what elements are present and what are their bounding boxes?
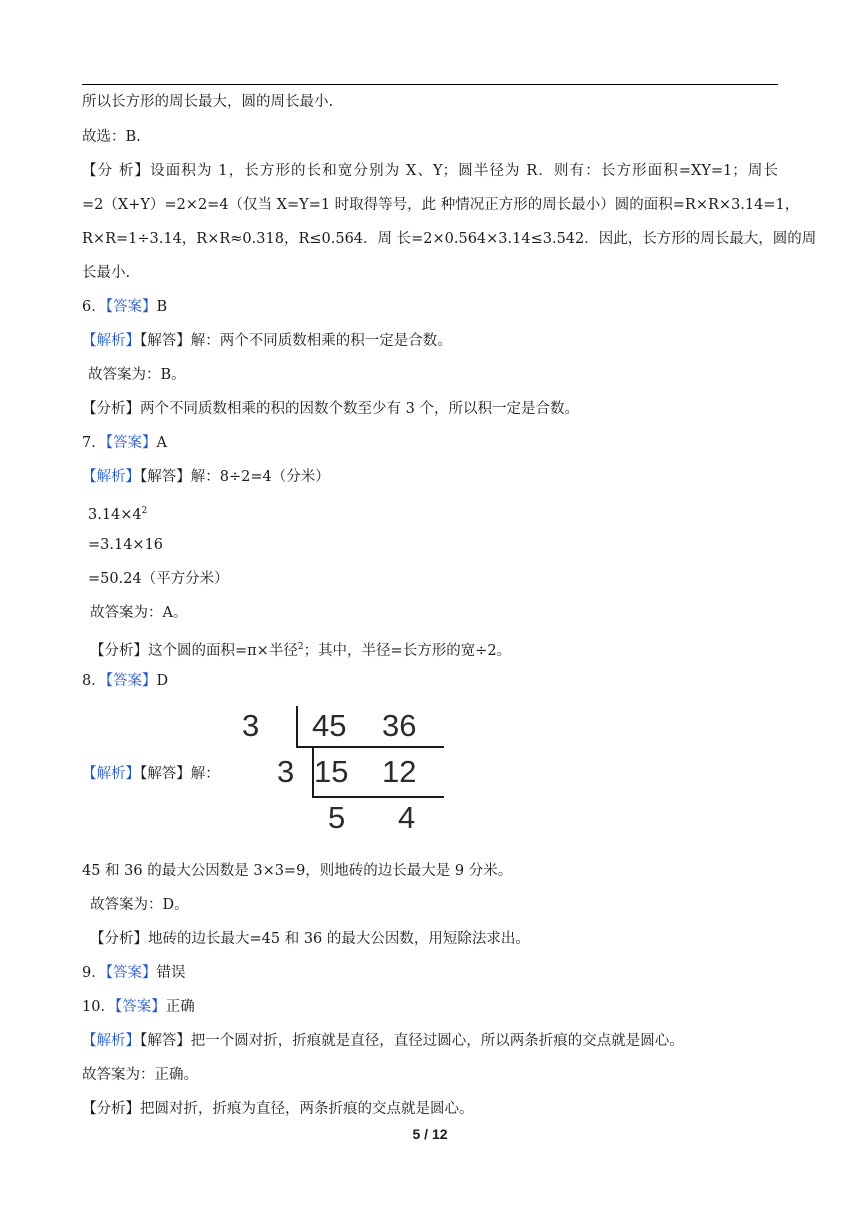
answer-tag: 【答案】 (114, 999, 166, 1015)
q8-answer-line (82, 671, 782, 691)
analysis-tag: 【分 析】 (82, 163, 151, 179)
quotient-b2: 12 (382, 754, 417, 789)
text-line: 所以长方形的周长最大，圆的周长最小. (82, 94, 334, 110)
q7-step2: =3.14×16 (88, 537, 164, 553)
jiexi-tag: 【解析】 (82, 1033, 140, 1049)
q7-step3: =50.24（平方分米） (88, 571, 229, 587)
answer-tag: 【答案】 (105, 299, 157, 315)
q6-conclusion: 故答案为：B。 (88, 367, 186, 383)
q10-answer: 正确 (165, 999, 195, 1015)
text-line: 长最小. (82, 265, 131, 281)
answer-tag: 【答案】 (105, 435, 157, 451)
answer-tag: 【答案】 (105, 965, 157, 981)
q7-answer-line (82, 433, 782, 453)
divisor-2: 3 (277, 754, 295, 789)
q7-analysis-text-end: ；其中，半径=长方形的宽÷2。 (303, 643, 512, 659)
q6-answer-line (82, 297, 782, 317)
q9-answer: 错误 (156, 965, 186, 981)
division-vertical-bar-1 (296, 706, 298, 748)
answer-tag: 【答案】 (105, 673, 157, 689)
text-line: R×R=1÷3.14，R×R≈0.318，R≤0.564．周 长=2×0.564×3.14≤3.542．因此，长方形的周长最大，圆的周 (82, 231, 817, 247)
jiexi-tag: 【解析】 (82, 333, 140, 349)
q10-solution: 【解答】把一个圆对折，折痕就是直径，直径过圆心，所以两条折痕的交点就是圆心。 (140, 1033, 684, 1049)
quotient-a2: 15 (314, 754, 349, 789)
short-division-diagram (230, 700, 460, 840)
header-rule (82, 84, 778, 85)
q8-conclusion: 故答案为：D。 (90, 897, 189, 913)
division-horizontal-bar-1 (296, 746, 444, 748)
q10-conclusion: 故答案为：正确。 (82, 1067, 198, 1083)
page-number: 5 / 12 (412, 1126, 448, 1142)
q9-answer-line (82, 963, 782, 983)
q7-analysis-exponent: 2 (297, 642, 304, 652)
text-line: 故选：B. (82, 129, 141, 145)
q7-solution: 【解答】解：8÷2=4（分米） (140, 469, 330, 485)
dividend-a1: 45 (312, 708, 347, 743)
q7-step1-exponent: 2 (141, 506, 148, 516)
jiexi-tag: 【解析】 (82, 766, 140, 782)
q7-step1 (88, 501, 788, 525)
jiexi-tag: 【解析】 (82, 469, 140, 485)
q8-answer: D (156, 673, 169, 689)
q10-solution-line (82, 1031, 782, 1051)
q7-answer: A (156, 435, 167, 451)
q8-analysis: 【分析】地砖的边长最大=45 和 36 的最大公因数，用短除法求出。 (90, 931, 530, 947)
q10-answer-line (82, 997, 782, 1017)
analysis-line (82, 161, 778, 181)
text-line: =2（X+Y）=2×2=4（仅当 X=Y=1 时取得等号，此 种情况正方形的周长最小）圆的面积=R×R×3.14=1， (82, 197, 800, 213)
q6-answer: B (156, 299, 168, 315)
q10-analysis: 【分析】把圆对折，折痕为直径，两条折痕的交点就是圆心。 (82, 1101, 474, 1117)
q8-solution: 【解答】解： (140, 766, 220, 782)
q8-number: 8． (82, 673, 106, 689)
q7-number: 7． (82, 435, 106, 451)
q6-number: 6． (82, 299, 106, 315)
division-horizontal-bar-2 (312, 796, 444, 798)
q7-conclusion: 故答案为：A。 (90, 605, 188, 621)
divisor-1: 3 (242, 708, 260, 743)
quotient-b3: 4 (398, 800, 416, 835)
q7-analysis (90, 637, 790, 661)
dividend-b1: 36 (382, 708, 417, 743)
q9-number: 9． (82, 965, 106, 981)
q7-step1-text: 3.14×4 (88, 507, 142, 523)
analysis-text: 设面积为 1，长方形的长和宽分别为 X、Y；圆半径为 R．则有：长方形面积=XY=1；周长 (150, 163, 778, 179)
q7-analysis-text: 【分析】这个圆的面积=π×半径 (90, 643, 298, 659)
q7-solution-line (82, 467, 782, 487)
quotient-a3: 5 (328, 800, 346, 835)
q10-number: 10． (82, 999, 115, 1015)
q8-result: 45 和 36 的最大公因数是 3×3=9，则地砖的边长最大是 9 分米。 (82, 863, 513, 879)
q6-solution-line (82, 331, 782, 351)
q6-solution: 【解答】解：两个不同质数相乘的积一定是合数。 (140, 333, 452, 349)
q6-analysis: 【分析】两个不同质数相乘的积的因数个数至少有 3 个，所以积一定是合数。 (82, 401, 579, 417)
